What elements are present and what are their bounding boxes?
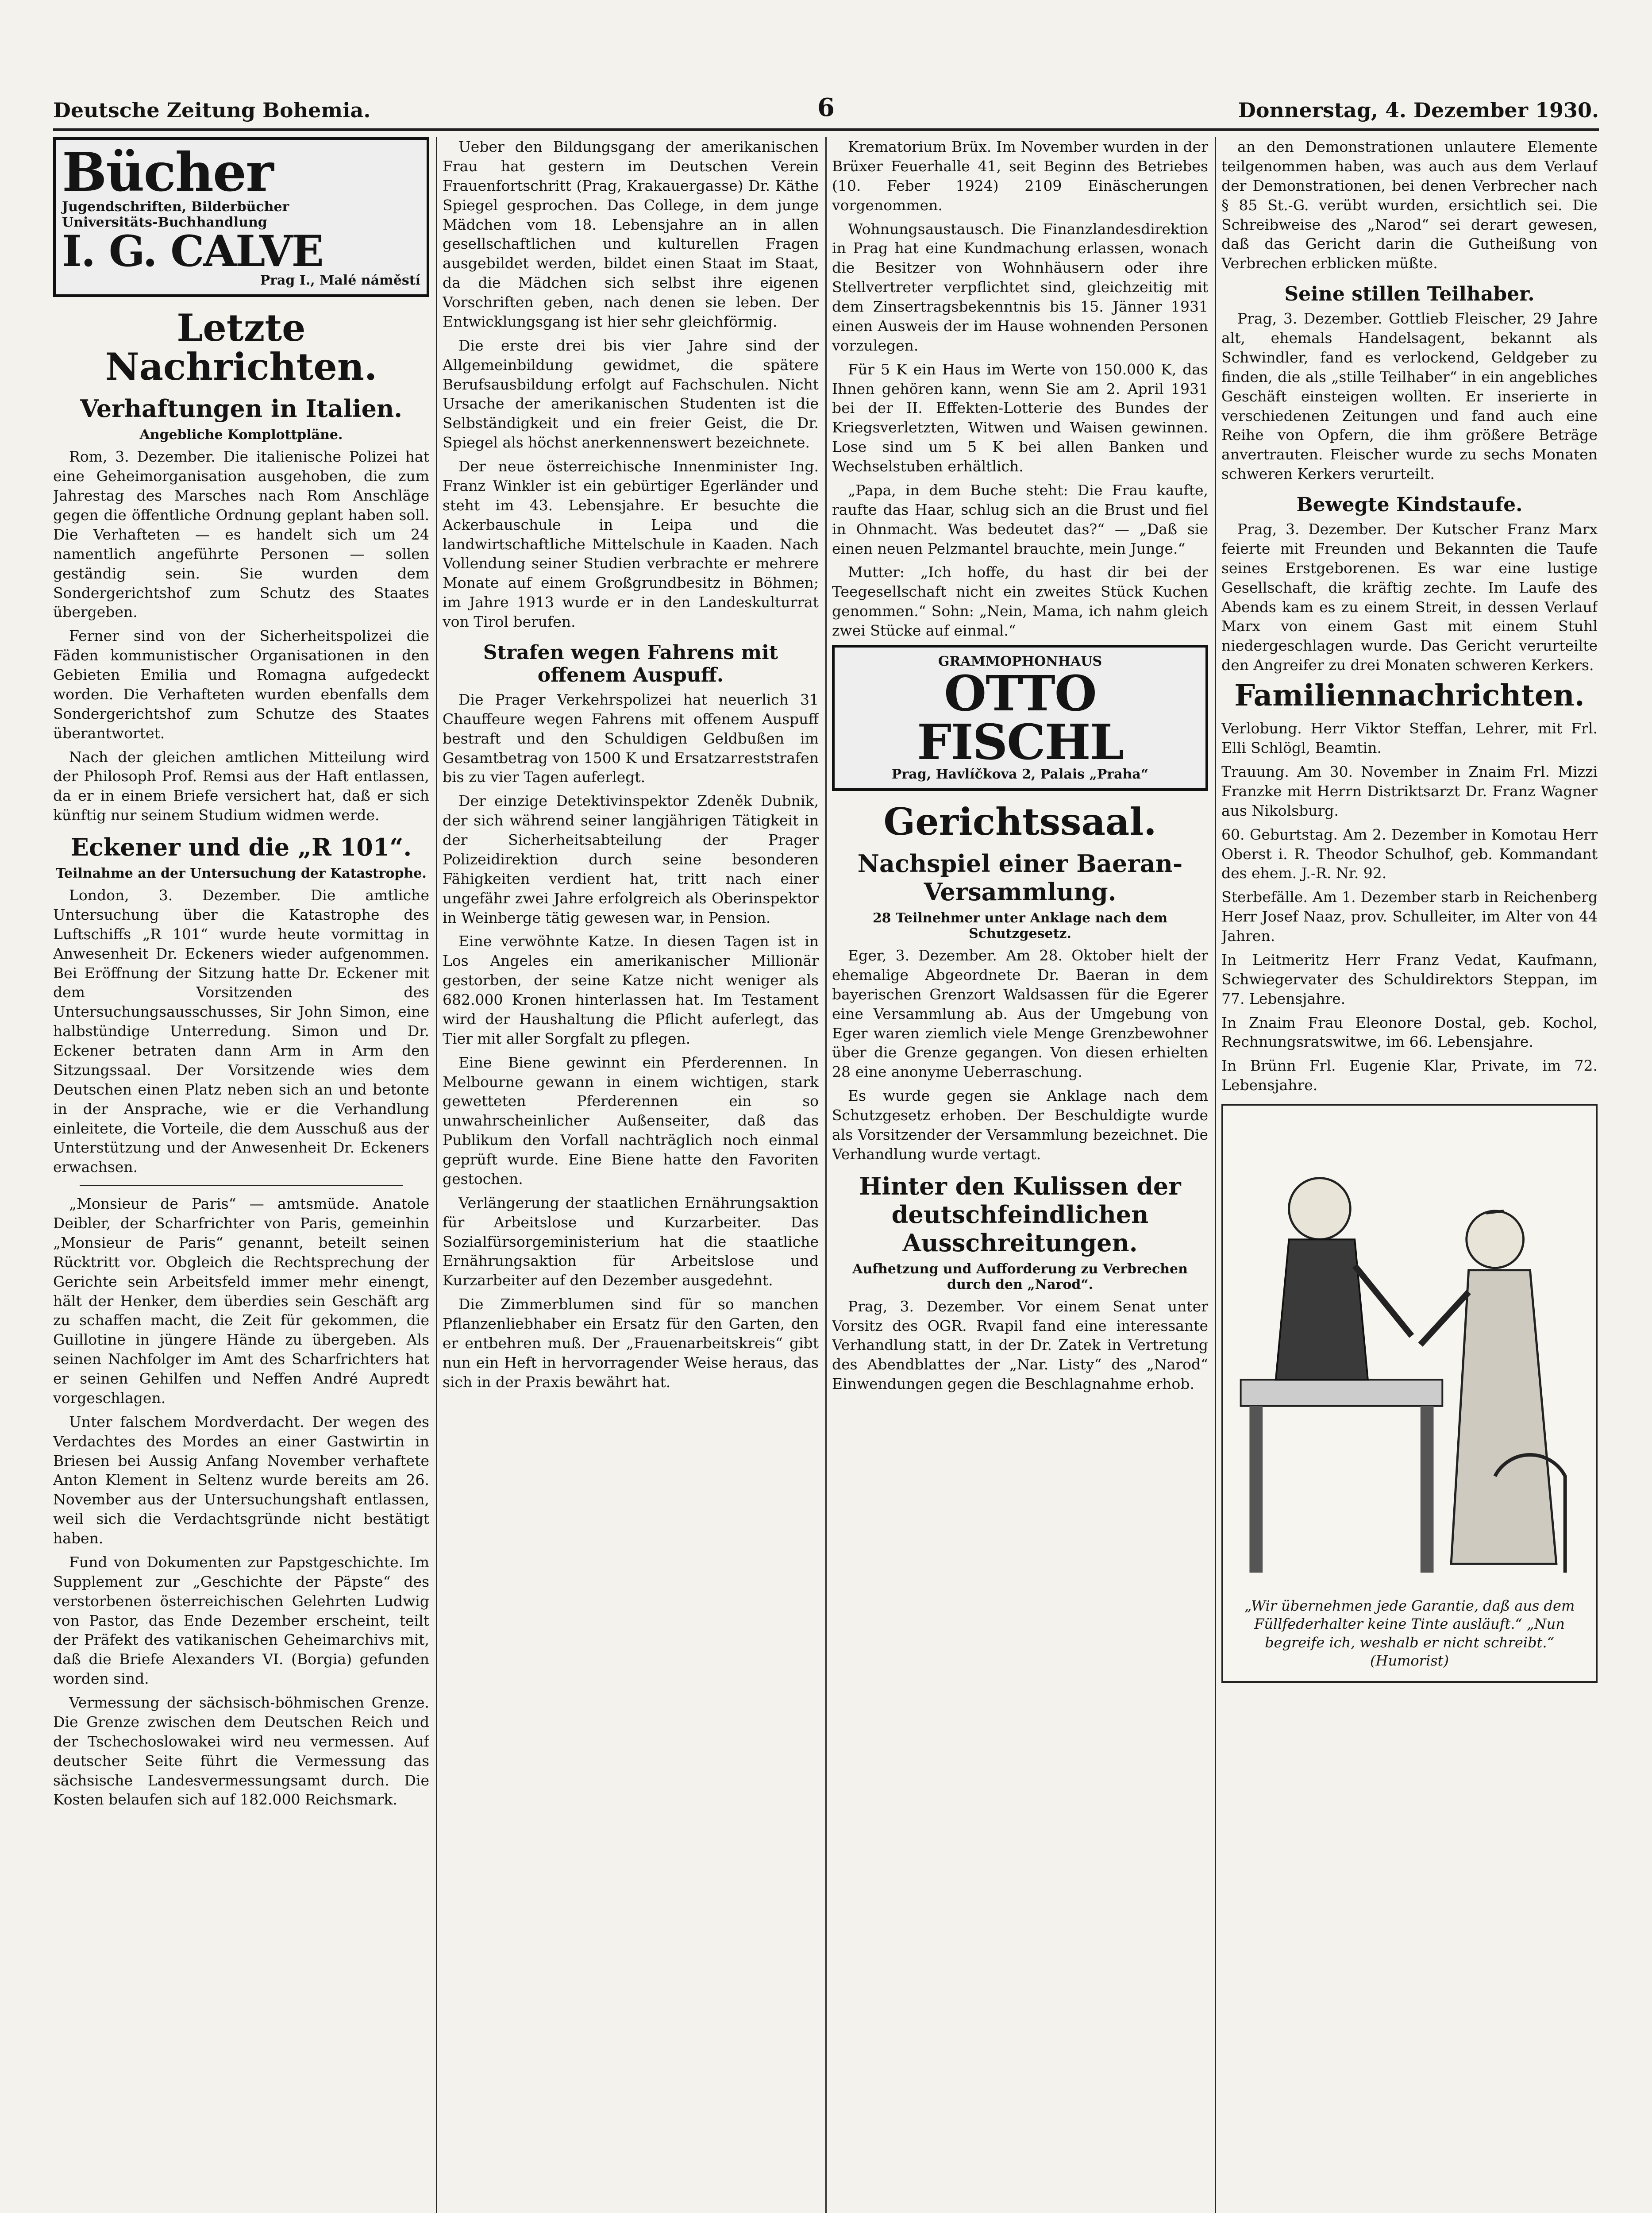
column-rule (1215, 137, 1216, 2213)
article-text: Rom, 3. Dezember. Die italienische Polizei hat eine Geheimorganisation ausgehoben, die zum Jahrestag des Marsches nach Rom Anschläge gegen die öffentliche Ordnung geplant haben soll. Die Verhafteten — es handelt sich um 24 namentlich angeführte Personen — sollen geständig sein. Sie wurden dem Sondergerichtshof zum Schutz des Staates übergeben. (53, 448, 429, 621)
ad-name: OTTO FISCHL (917, 664, 1123, 771)
article-text: Vermessung der sächsisch-böhmischen Grenze. Die Grenze zwischen dem Deutschen Reich und der Tschechoslowakei wird neu vermessen. Auf deutscher Seite führt die Vermessung das sächsische Landesvermessungsamt durch. Die Kosten belaufen sich auf 182.000 Reichsmark. (53, 1694, 429, 1808)
article-text: Die Prager Verkehrspolizei hat neuerlich 31 Chauffeure wegen Fahrens mit offenem Auspuff bestraft und den Schuldigen Geldbußen im Gesamtbetrag von 1500 K und Ersatzarreststrafen bis zu vier Tagen auferlegt. (443, 690, 819, 786)
article-text: Ferner sind von der Sicherheitspolizei die Fäden kommunistischer Organisationen in den Gebieten Emilia und Romagna aufgedeckt worden. Die Verhafteten wurden ebenfalls dem Sondergerichtshof zum Schutze des Staates überantwortet. (53, 627, 429, 742)
column-3 (832, 137, 1208, 2213)
column-2 (443, 137, 819, 2213)
headline: Seine stillen Teilhaber. (1284, 283, 1535, 306)
ad-word: Bücher (62, 141, 273, 204)
article-text: Fund von Dokumenten zur Papstgeschichte. Im Supplement zur „Geschichte der Päpste“ des verstorbenen österreichischen Gelehrten Ludwig von Pastor, das Ende Dezember erscheint, teilt der Präfekt des vatikanischen Geheimarchivs mit, daß die Briefe Alexanders VI. (Borgia) gefunden worden sind. (53, 1553, 429, 1688)
family-notice: In Znaim Frau Eleonore Dostal, geb. Kochol, Rechnungsratswitwe, im 66. Lebensjahre. (1221, 1014, 1598, 1051)
issue-date: Donnerstag, 4. Dezember 1930. (1238, 98, 1599, 122)
family-notice: Sterbefälle. Am 1. Dezember starb in Reichenberg Herr Josef Naaz, prov. Schulleiter, im Alter von 44 Jahren. (1221, 888, 1598, 945)
subheadline: Aufhetzung und Aufforderung zu Verbrechen durch den „Narod“. (852, 1261, 1188, 1292)
section-title: Letzte Nachrichten. (105, 306, 377, 389)
ad-line: GRAMMOPHONHAUS (938, 653, 1102, 669)
headline: Hinter den Kulissen der deutschfeindlichen Ausschreitungen. (859, 1172, 1181, 1257)
family-notice: Verlobung. Herr Viktor Steffan, Lehrer, mit Frl. Elli Schlögl, Beamtin. (1221, 720, 1598, 757)
article-text: Wohnungsaustausch. Die Finanzlandesdirektion in Prag hat eine Kundmachung erlassen, wonach die Besitzer von Wohnhäusern oder ihre Stellvertreter verpflichtet sind, gleichzeitig mit dem Zinsertragsbekenntnis bis 15. Jänner 1931 einen Ausweis der im Hause wohnenden Personen vorzulegen. (832, 220, 1208, 354)
article-text: „Papa, in dem Buche steht: Die Frau kaufte, raufte das Haar, schlug sich an die Brust und fiel in Ohnmacht. Was bedeutet das?“ — „Daß sie einen neuen Pelzmantel brauchte, mein Junge.“ (832, 481, 1208, 557)
masthead (53, 89, 1599, 131)
article-text: London, 3. Dezember. Die amtliche Untersuchung über die Katastrophe des Luftschiffs „R 101“ wurde heute vormittag in Anwesenheit Dr. Eckeners wieder aufgenommen. Bei Eröffnung der Sitzung hatte Dr. Eckener mit dem Vorsitzenden des Untersuchungsausschusses, Sir John Simon, eine halbstündige Unterredung. Simon und Dr. Eckener betraten dann Arm in Arm den Sitzungssaal. Der Vorsitzende wies dem Deutschen einen Platz neben sich an und betonte in der Ansprache, wie er die Verhandlung einleitete, die Vorteile, die dem Ausschuß aus der Unterstützung und der Anwesenheit Dr. Eckeners erwachsen. (53, 887, 429, 1176)
column-rule (436, 137, 437, 2213)
article-text: Unter falschem Mordverdacht. Der wegen des Verdachtes des Mordes an einer Gastwirtin in Briesen bei Aussig Anfang November verhaftete Anton Klement in Seltenz wurde bereits am 26. November aus der Untersuchungshaft entlassen, weil sich die Verdachtsgründe nicht bestätigt haben. (53, 1413, 429, 1547)
headline: Strafen wegen Fahrens mit offenem Auspuff. (483, 641, 778, 686)
headline: Eckener und die „R 101“. (70, 833, 412, 861)
cartoon-illustration (1221, 1104, 1598, 1683)
family-notice: In Brünn Frl. Eugenie Klar, Private, im 72. Lebensjahre. (1221, 1057, 1598, 1094)
advertisement-calve (53, 137, 429, 297)
headline: Nachspiel einer Baeran-Versammlung. (857, 849, 1183, 906)
article-text: Für 5 K ein Haus im Werte von 150.000 K, das Ihnen gehören kann, wenn Sie am 2. April 1931 bei der II. Effekten-Lotterie des Bundes der Kriegsverletzten, Witwen und Waisen gewinnen. Lose sind um 5 K bei allen Banken und Wechselstuben erhältlich. (832, 360, 1208, 475)
headline: Verhaftungen in Italien. (80, 394, 403, 423)
article-text: Prag, 3. Dezember. Der Kutscher Franz Marx feierte mit Freunden und Bekannten die Taufe seines Erstgeborenen. Es war eine lustige Gesellschaft, die kräftig zechte. Im Laufe des Abends kam es zu einem Streit, in dessen Verlauf Marx von einem Gast mit einem Stuhl niedergeschlagen wurde. Das Gericht verurteilte den Angreifer zu drei Monaten schweren Kerkers. (1221, 520, 1598, 674)
ad-address: Prag, Havlíčkova 2, Palais „Praha“ (891, 766, 1149, 782)
family-notice: Trauung. Am 30. November in Znaim Frl. Mizzi Franzke mit Herrn Distriktsarzt Dr. Franz Wagner aus Nikolsburg. (1221, 763, 1598, 819)
column-1 (53, 137, 429, 2213)
article-text: Die Zimmerblumen sind für so manchen Pflanzenliebhaber ein Ersatz für den Garten, den er entbehren muß. Der „Frauenarbeitskreis“ gibt nun ein Heft in hervorragender Weise heraus, das sich in der Praxis bewährt hat. (443, 1295, 819, 1391)
subheadline: 28 Teilnehmer unter Anklage nach dem Schutzgesetz. (872, 910, 1168, 942)
article-text: Eine Biene gewinnt ein Pferderennen. In Melbourne gewann in einem wichtigen, stark gewetteten Pferderennen ein so unwahrscheinlicher Außenseiter, daß das Publikum den Vorfall nachträglich noch einmal geprüft wurde. Eine Biene hatte den Favoriten gestochen. (443, 1053, 819, 1187)
cartoon-drawing (1223, 1106, 1596, 1592)
page-number: 6 (817, 93, 835, 122)
section-title: Gerichtssaal. (883, 799, 1157, 844)
article-text: Eine verwöhnte Katze. In diesen Tagen ist in Los Angeles ein amerikanischer Millionär gestorben, der seine Katze nicht weniger als 682.000 Kronen hinterlassen hat. Im Testament wird der Haushaltung die Pflicht auferlegt, das Tier mit aller Sorgfalt zu pflegen. (443, 933, 819, 1047)
headline: Bewegte Kindstaufe. (1296, 493, 1523, 516)
article-text: Prag, 3. Dezember. Vor einem Senat unter Vorsitz des OGR. Rvapil fand eine interessante Verhandlung statt, in der Dr. Zatek in Vertretung des Abendblattes der „Nar. Listy“ des „Narod“ Einwendungen gegen die Beschlagnahme erhob. (832, 1297, 1208, 1393)
article-text: Verlängerung der staatlichen Ernährungsaktion für Arbeitslose und Kurzarbeiter. Das Sozialfürsorgeministerium hat die staatliche Ernährungsaktion für Arbeitslose und Kurzarbeiter auf den Dezember ausgedehnt. (443, 1194, 819, 1289)
advertisement-otto-fischl (832, 645, 1208, 791)
subheadline: Teilnahme an der Untersuchung der Katastrophe. (56, 866, 427, 881)
caption-source: (Humorist) (1370, 1652, 1449, 1669)
family-notice: 60. Geburtstag. Am 2. Dezember in Komotau Herr Oberst i. R. Theodor Schulhof, geb. Kommandant des ehem. J.-R. Nr. 92. (1221, 825, 1598, 882)
divider (80, 1185, 403, 1186)
ad-line: Universitäts-Buchhandlung (62, 215, 267, 230)
article-text: Nach der gleichen amtlichen Mitteilung wird der Philosoph Prof. Remsi aus der Haft entlassen, da er in einem Briefe versichert hat, daß er sich künftig nur seinem Studium widmen werde. (53, 748, 429, 824)
article-text: Mutter: „Ich hoffe, du hast dir bei der Teegesellschaft nicht ein zweites Stück Kuchen genommen.“ Sohn: „Nein, Mama, ich nahm gleich zwei Stücke auf einmal.“ (832, 563, 1208, 639)
ad-line: Jugendschriften, Bilderbücher (62, 199, 289, 215)
cartoon-caption (1236, 1597, 1583, 1670)
family-notice: In Leitmeritz Herr Franz Vedat, Kaufmann, Schwiegervater des Schuldirektors Steppan, im 77. Lebensjahre. (1221, 951, 1598, 1007)
column-rule (825, 137, 827, 2213)
article-text: Die erste drei bis vier Jahre sind der Allgemeinbildung gewidmet, die spätere Berufsausbildung erfolgt auf Fachschulen. Nicht Ursache der amerikanischen Studenten ist die Selbständigkeit und ein freier Geist, die Dr. Spiegel als höchst anerkennenswert bezeichnete. (443, 336, 819, 451)
family-notices (1221, 719, 1598, 1095)
caption-text: „Wir übernehmen jede Garantie, daß aus dem Füllfederhalter keine Tinte ausläuft.“ „Nun begreife ich, weshalb er nicht schreibt.“ (1244, 1597, 1575, 1651)
article-text: Es wurde gegen sie Anklage nach dem Schutzgesetz erhoben. Der Beschuldigte wurde als Vorsitzender der Versammlung bezeichnet. Die Verhandlung wurde vertagt. (832, 1087, 1208, 1163)
article-text: Der neue österreichische Innenminister Ing. Franz Winkler ist ein gebürtiger Egerländer und steht im 43. Lebensjahre. Er besuchte die Ackerbauschule in Leipa und die landwirtschaftliche Mittelschule in Kaaden. Nach Vollendung seiner Studien verbrachte er mehrere Monate auf einem Großgrundbesitz in Böhmen; im Jahre 1913 wurde er in den Landeskulturrat von Tirol berufen. (443, 458, 819, 630)
section-title: Familiennachrichten. (1234, 678, 1585, 713)
article-text: Ueber den Bildungsgang der amerikanischen Frau hat gestern im Deutschen Verein Frauenfortschritt (Prag, Krakauergasse) Dr. Käthe Spiegel gesprochen. Das College, in dem junge Mädchen vom 18. Lebensjahre an in allen gesellschaftlichen und kulturellen Fragen ausgebildet werden, bildet einen Staat im Staat, da die Mädchen sich selbst ihre eigenen Vorschriften geben, nach denen sie leben. Der Entwicklungsgang ist hier sehr gleichförmig. (443, 138, 819, 330)
article-text: an den Demonstrationen unlautere Elemente teilgenommen haben, was auch aus dem Verlauf der Demonstrationen, bei denen Verbrecher nach § 85 St.-G. verübt wurden, ersichtlich sei. Die Schreibweise des „Narod“ sei derart gewesen, daß das Gericht darin die Gutheißung von Verbrechen erblicken müßte. (1221, 138, 1598, 272)
article-text: Der einzige Detektivinspektor Zdeněk Dubnik, der sich während seiner langjährigen Tätigkeit in der Sicherheitsabteilung der Prager Polizeidirektion durch seine besonderen Fähigkeiten verdient hat, tritt nach einer ungefähr zwei Jahre erfolgreich als Oberinspektor in Weinberge tätig gewesen war, in Pension. (443, 792, 819, 926)
article-text: Prag, 3. Dezember. Gottlieb Fleischer, 29 Jahre alt, ehemals Handelsagent, bekannt als Schwindler, fand es verlockend, Geldgeber zu finden, die als „stille Teilhaber“ in ein angebliches Geschäft einsteigen wollten. Er inserierte in verschiedenen Zeitungen und fand auch eine Reihe von Opfern, die ihm größere Beträge anvertrauten. Fleischer wurde zu sechs Monaten schweren Kerkers verurteilt. (1221, 310, 1598, 483)
ad-name: I. G. CALVE (62, 226, 323, 276)
column-4 (1221, 137, 1598, 2213)
subheadline: Angebliche Komplottpläne. (139, 427, 343, 443)
article-text: Krematorium Brüx. Im November wurden in der Brüxer Feuerhalle 41, seit Beginn des Betriebes (10. Feber 1924) 2109 Einäscherungen vorgenommen. (832, 138, 1208, 214)
article-text: „Monsieur de Paris“ — amtsmüde. Anatole Deibler, der Scharfrichter von Paris, gemeinhin „Monsieur de Paris“ genannt, beteilt seinen Rücktritt vor. Obgleich die Rechtsprechung der Gerichte sein Arbeitsfeld immer mehr einengt, hält der Henker, dem überdies sein Geschäft arg zu schaffen macht, die Zeit für gekommen, die Guillotine in jüngere Hände zu übergeben. Als seinen Nachfolger im Amt des Scharfrichters hat er seinen Gehilfen und Neffen André Aupredt vorgeschlagen. (53, 1195, 429, 1407)
ad-city: Prag I., Malé náměstí (260, 273, 420, 288)
article-text: Eger, 3. Dezember. Am 28. Oktober hielt der ehemalige Abgeordnete Dr. Baeran in dem bayerischen Grenzort Waldsassen für die Egerer eine Versammlung ab. Aus der Umgebung von Eger waren ziemlich viele Menge Grenzbewohner über die Grenze gegangen. Von diesen erhielten 28 eine anonyme Ueberraschung. (832, 947, 1208, 1081)
paper-name: Deutsche Zeitung Bohemia. (53, 98, 371, 122)
